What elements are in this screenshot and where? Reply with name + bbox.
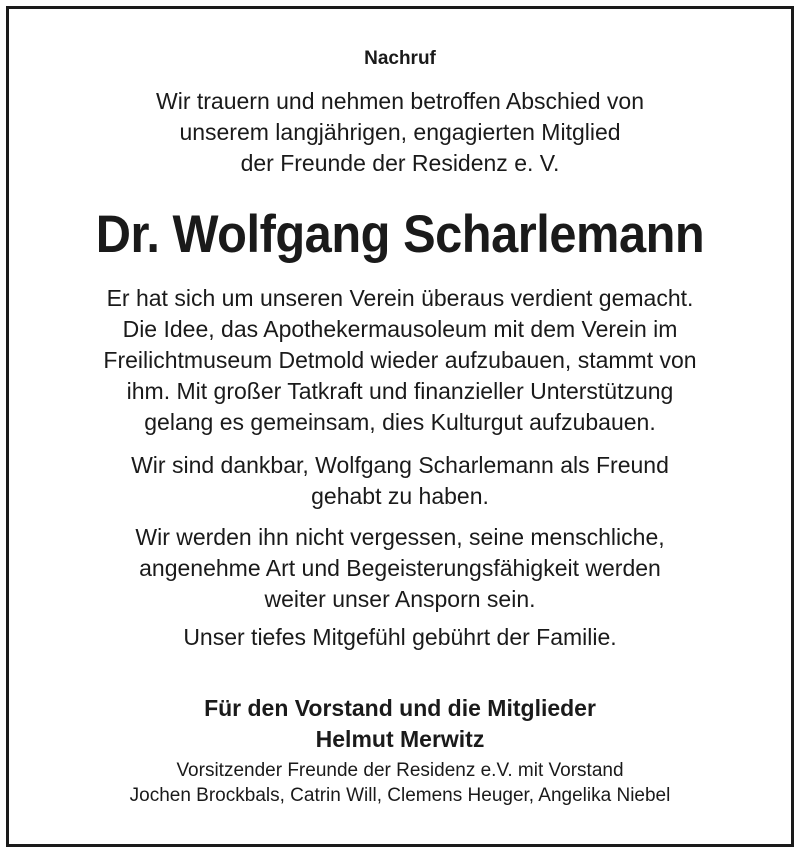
signature-details [0,758,800,808]
deceased-name: Dr. Wolfgang Scharlemann [95,205,705,264]
signature-block [0,693,800,755]
paragraph-line: gehabt zu haben. [311,483,489,509]
intro-line: unserem langjährigen, engagierten Mitglied [179,119,621,145]
signature-group: Für den Vorstand und die Mitglieder [204,695,596,721]
intro-line: der Freunde der Residenz e. V. [240,150,560,176]
paragraph-line: angenehme Art und Begeisterungsfähigkeit werden [139,555,661,581]
paragraph-remembrance [0,522,800,615]
heading-nachruf: Nachruf [364,48,436,69]
paragraph-line: weiter unser Ansporn sein. [264,586,536,612]
intro-line: Wir trauern und nehmen betroffen Abschied von [156,88,644,114]
signature-role: Vorsitzender Freunde der Residenz e.V. mit Vorstand [176,760,624,781]
paragraph-line: Wir sind dankbar, Wolfgang Scharlemann als Freund [131,452,669,478]
paragraph-merits [0,283,800,438]
signature-members: Jochen Brockbals, Catrin Will, Clemens Heuger, Angelika Niebel [129,785,671,806]
paragraph-condolence [0,622,800,653]
paragraph-line: Unser tiefes Mitgefühl gebührt der Familie. [183,624,617,650]
paragraph-line: ihm. Mit großer Tatkraft und finanzieller Unterstützung [126,378,674,404]
intro-text [0,86,800,179]
signature-signer: Helmut Merwitz [315,726,485,752]
paragraph-line: Er hat sich um unseren Verein überaus verdient gemacht. [106,285,694,311]
paragraph-gratitude [0,450,800,512]
paragraph-line: Die Idee, das Apothekermausoleum mit dem Verein im [122,316,678,342]
paragraph-line: gelang es gemeinsam, dies Kulturgut aufzubauen. [144,409,656,435]
paragraph-line: Freilichtmuseum Detmold wieder aufzubauen, stammt von [103,347,697,373]
paragraph-line: Wir werden ihn nicht vergessen, seine menschliche, [135,524,665,550]
